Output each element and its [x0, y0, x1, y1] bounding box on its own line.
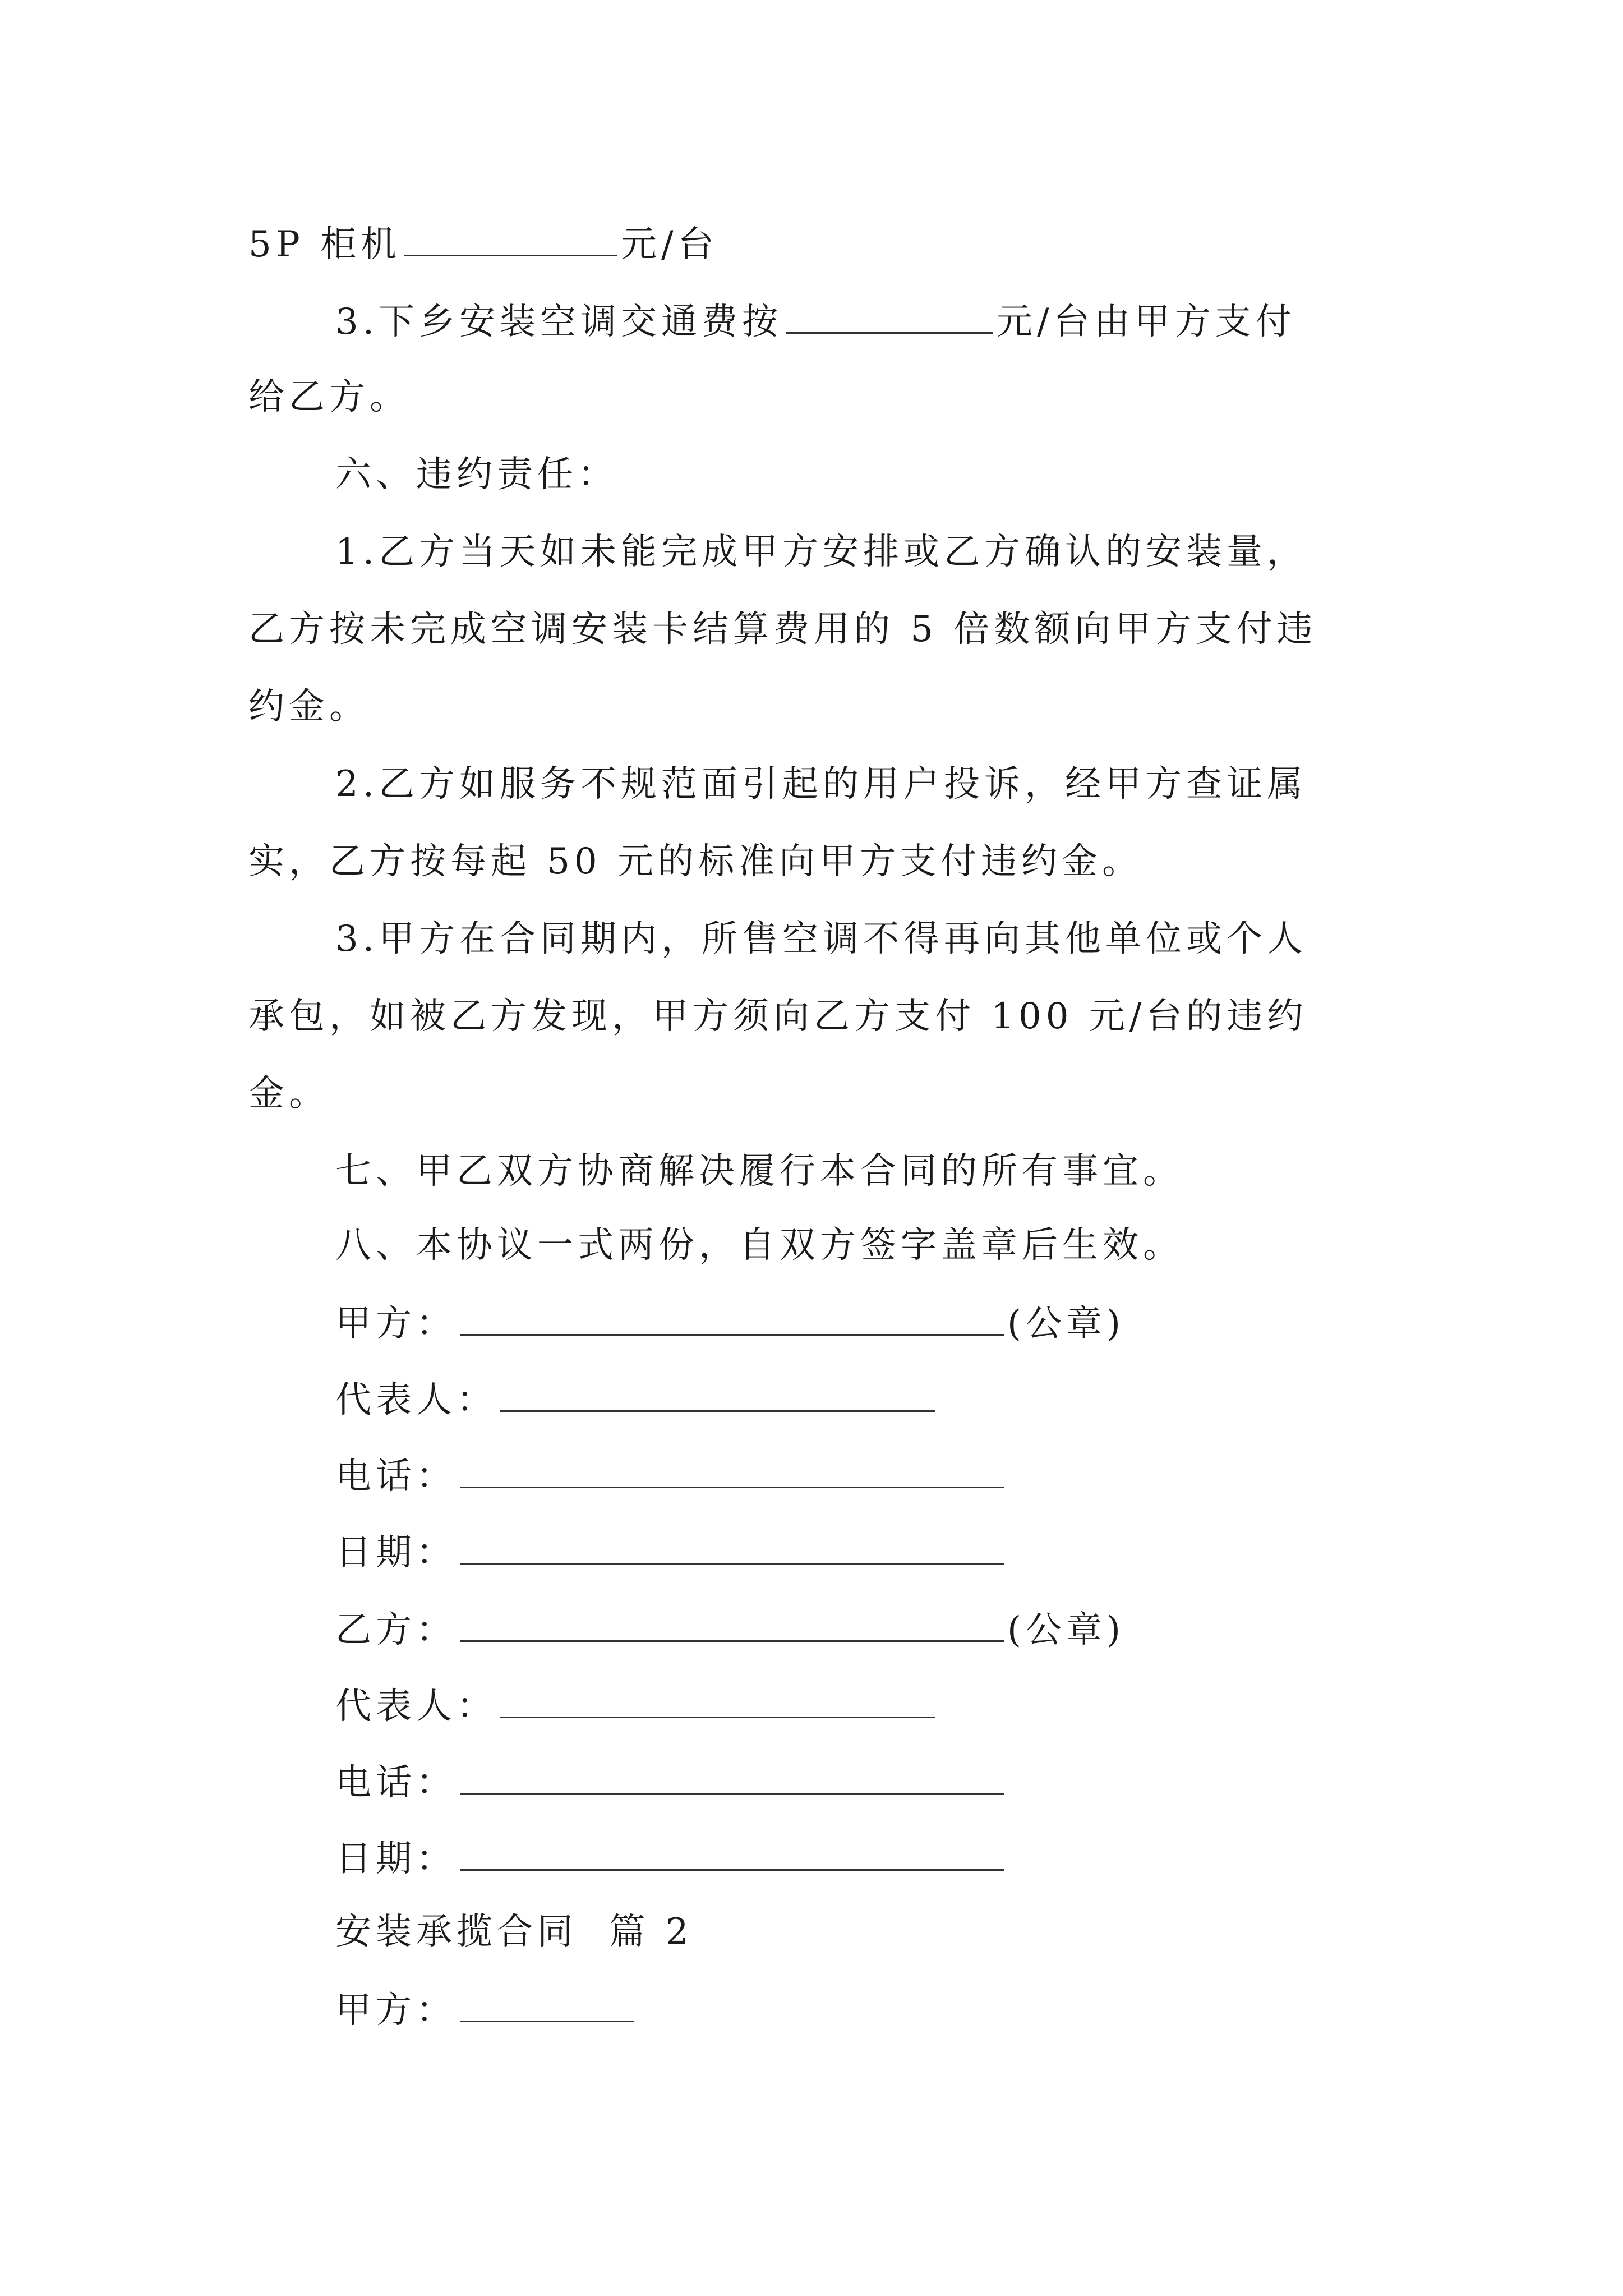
party-a-phone-line	[335, 1452, 1007, 1497]
party-a-label: 甲方：	[335, 1990, 457, 2031]
seal-label: (公章)	[1007, 1303, 1125, 1345]
party-a-field[interactable]	[460, 1299, 1004, 1336]
paragraph-line: 2.乙方如服务不规范面引起的用户投诉，经甲方查证属	[335, 763, 1308, 805]
paragraph-line: 承包，如被乙方发现，甲方须向乙方支付 100 元/台的违约	[248, 996, 1308, 1037]
party-a-rep-line	[335, 1375, 938, 1420]
unit-label: 元/台	[621, 224, 718, 265]
phone-label: 电话：	[335, 1456, 457, 1497]
price-blank[interactable]	[404, 220, 617, 256]
clause-text: 3.下乡安装空调交通费按	[335, 301, 783, 343]
section-heading: 七、甲乙双方协商解决履行本合同的所有事宜。	[335, 1151, 1183, 1192]
date-label: 日期：	[335, 1532, 457, 1573]
paragraph-line: 3.甲方在合同期内，所售空调不得再向其他单位或个人	[335, 918, 1308, 960]
paragraph-line: 金。	[248, 1073, 329, 1115]
rep-label: 代表人：	[335, 1686, 497, 1727]
paragraph-line: 1.乙方当天如未能完成甲方安排或乙方确认的安装量，	[335, 531, 1308, 573]
date-label: 日期：	[335, 1838, 457, 1880]
section-heading: 六、违约责任：	[335, 454, 618, 495]
party-a-label: 甲方：	[335, 1303, 457, 1345]
rep-label: 代表人：	[335, 1379, 497, 1421]
party-b-date-line	[335, 1834, 1007, 1879]
clause-5-3	[335, 297, 1296, 342]
rep-field[interactable]	[500, 1682, 935, 1718]
phone-field[interactable]	[460, 1452, 1004, 1488]
fee-blank[interactable]	[786, 297, 993, 334]
phone-label: 电话：	[335, 1762, 457, 1803]
section-heading: 八、本协议一式两份，自双方签字盖章后生效。	[335, 1225, 1183, 1266]
party-b-line	[335, 1605, 1125, 1650]
paragraph-line: 实，乙方按每起 50 元的标准向甲方支付违约金。	[248, 841, 1143, 882]
seal-label: (公章)	[1007, 1609, 1125, 1651]
party-b-label: 乙方：	[335, 1609, 457, 1651]
date-field[interactable]	[460, 1528, 1004, 1565]
party-a-line	[335, 1299, 1125, 1344]
party-a-date-line	[335, 1528, 1007, 1573]
paragraph-line: 给乙方。	[248, 376, 410, 418]
clause-text-cont: 元/台由甲方支付	[997, 301, 1296, 343]
paragraph-line: 乙方按未完成空调安装卡结算费用的 5 倍数额向甲方支付违	[248, 609, 1317, 650]
party-b-phone-line	[335, 1758, 1007, 1803]
section-2-title: 安装承揽合同 篇 2	[335, 1911, 693, 1953]
section-2-party-a-line	[335, 1986, 637, 2031]
phone-field[interactable]	[460, 1758, 1004, 1795]
price-line-5p	[248, 220, 718, 265]
party-b-rep-line	[335, 1682, 938, 1727]
rep-field[interactable]	[500, 1375, 935, 1412]
date-field[interactable]	[460, 1834, 1004, 1871]
paragraph-line: 约金。	[248, 686, 370, 728]
item-label: 5P 柜机	[248, 224, 402, 265]
party-a-field[interactable]	[460, 1986, 634, 2022]
party-b-field[interactable]	[460, 1605, 1004, 1642]
